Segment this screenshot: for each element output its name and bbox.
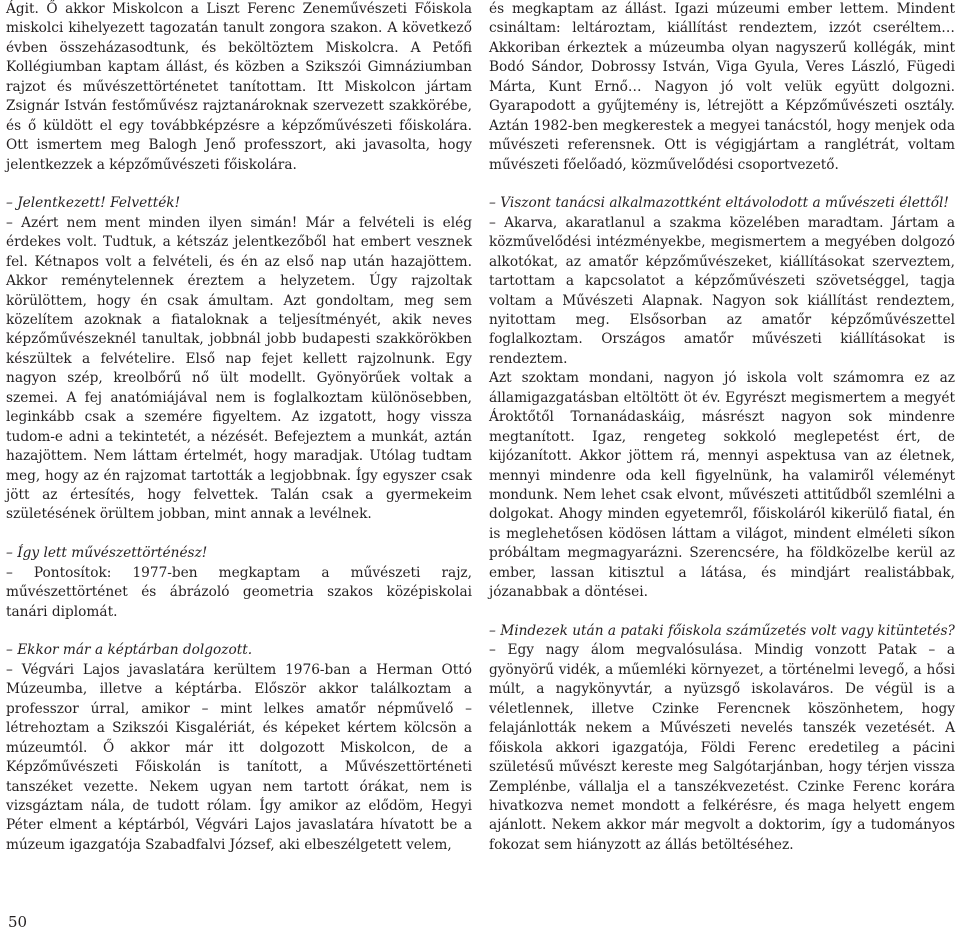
- body-paragraph: Azt szoktam mondani, nagyon jó iskola volt számomra ez az államigazgatásban eltöltött öt év. Egyrészt megismertem a megyét Ároktőtől Tornanádaskáig, másrészt nagyon sok mindenre megtanított. Igaz, rengeteg sokkoló meglepetést ért, de kijózanított. Akkor jöttem rá, mennyi aspektusa van az életnek, mennyi mindenre oda kell figyelnünk, ha valamiről véleményt mondunk. Nem lehet csak elvont, művészeti attitűdből szemlélni a dolgokat. Ahogy minden egyetemről, főiskoláról kikerülő fiatal, én is meglehetősen ködösen láttam a világot, mindent elméleti síkon próbáltam megmagyarázni. Szerencsére, ha földközelbe kerül az ember, lassan kitisztul a látása, és mindjárt realistábbak, józanabbak a döntései.: [489, 370, 955, 601]
- interview-question: – Viszont tanácsi alkalmazottként eltávolodott a művészeti élettől!: [489, 195, 949, 212]
- answer-paragraph: – Akarva, akaratlanul a szakma közelében maradtam. Jártam a közművelődési intézményekbe, megismertem a megyében dolgozó alkotókat, az amatőr képzőművészeket, kiállításokat szerveztem, tartottam a kapcsolatot a képzőművészeti szövetséggel, tagja voltam a Művészeti Alapnak. Nagyon sok kiállítást rendeztem, nyitottam meg. Elsősorban az amatőr képzőművészettel foglalkoztam. Országos amatőr művészeti kiállításokat is rendeztem.: [489, 214, 955, 367]
- answer-paragraph: – Pontosítok: 1977-ben megkaptam a művészeti rajz, művészettörténet és ábrázoló geometria szakos középiskolai tanári diplomát.: [6, 564, 472, 620]
- interview-question: – Mindezek után a pataki főiskola száműzetés volt vagy kitüntetés?: [489, 623, 955, 639]
- left-column: [6, 0, 472, 855]
- interview-question: – Jelentkezett! Felvették!: [6, 195, 181, 212]
- body-paragraph: és megkaptam az állást. Igazi múzeumi ember lettem. Mindent csináltam: leltároztam, kiállítást rendeztem, izzót cseréltem… Akkoriban érkeztek a múzeumba olyan nagyszerű kollégák, mint Bodó Sándor, Dobrossy István, Viga Gyula, Veres László, Fügedi Márta, Kunt Ernő… Nagyon jó volt velük együtt dolgozni. Gyarapodott a gyűjtemény is, létrejött a Képzőművészeti osztály. Aztán 1982-ben megkerestek a megyei tanácstól, hogy menjek oda művészeti referensnek. Ott is végigjártam a ranglétrát, voltam művészeti főelőadó, közművelődési csoportvezető.: [489, 1, 955, 173]
- page-number: 50: [8, 913, 28, 931]
- right-column: [489, 0, 955, 855]
- body-paragraph: Ágit. Ő akkor Miskolcon a Liszt Ferenc Zeneművészeti Főiskola miskolci kihelyezett tagozatán tanult zongora szakon. A következő évben összeházasodtunk, és beköltöztem Miskolcra. A Petőfi Kollégiumban kaptam állást, és közben a Szikszói Gimnáziumban rajzot és művészettörténetet tanítottam. Itt Miskolcon jártam Zsignár István festőművész rajztanároknak szervezett szakkörébe, és ő küldött el egy továbbképzésre a képzőművészeti főiskolára. Ott ismertem meg Balogh Jenő professzort, aki javasolta, hogy jelentkezzek a képzőművészeti főiskolára.: [6, 1, 472, 173]
- interview-question: – Így lett művészettörténész!: [6, 545, 208, 562]
- interview-question: – Ekkor már a képtárban dolgozott.: [6, 642, 253, 659]
- answer-paragraph: – Egy nagy álom megvalósulása. Mindig vonzott Patak – a gyönyörű vidék, a műemléki környezet, a történelmi levegő, a hősi múlt, a nagykönyvtár, a nyüzsgő iskolaváros. De végül is a véletlennek, illetve Czinke Ferencnek köszönhetem, hogy felajánlották nekem a Művészeti nevelés tanszék vezetését. A főiskola akkori igazgatója, Földi Ferenc eredetileg a pácini születésű művészt kereste meg Salgótarjánban, hogy térjen vissza Zemplénbe, vállalja el a tanszékvezetést. Czinke Ferenc korára hivatkozva nemet mondott a felkérésre, és maga helyett engem ajánlott. Nekem akkor már megvolt a doktorim, így a tudományos fokozat sem hiányzott az állás betöltéséhez.: [489, 642, 955, 853]
- answer-paragraph: – Végvári Lajos javaslatára kerültem 1976-ban a Herman Ottó Múzeumba, illetve a képtárba. Először akkor találkoztam a professzor úrral, amikor – mint lelkes amatőr népművelő – létrehoztam a Szikszói Kisgalériát, és képeket kértem kölcsön a múzeumtól. Ő akkor már itt dolgozott Miskolcon, de a Képzőművészeti Főiskolán is tanított, a Művészettörténeti tanszéket vezette. Nekem ugyan nem tartott órákat, nem is vizsgáztam nála, de tudott rólam. Így amikor az elődöm, Hegyi Péter elment a képtárból, Végvári Lajos javaslatára hívatott be a múzeum igazgatója Szabadfalvi József, aki elbeszélgetett velem,: [6, 661, 472, 853]
- answer-paragraph: – Azért nem ment minden ilyen simán! Már a felvételi is elég érdekes volt. Tudtuk, a kétszáz jelentkezőből hat embert vesznek fel. Kétnapos volt a felvételi, és én az első nap után hazajöttem. Akkor reménytelennek éreztem a helyzetem. Úgy rajzoltak körülöttem, hogy én csak ámultam. Azt gondoltam, meg sem közelítem azoknak a fiataloknak a teljesítményét, akik neves képzőművészeknél tanultak, jobbnál jobb budapesti szakkörökben készültek a felvételire. Első nap fejet kellett rajzolnunk. Egy nagyon szép, kreolbőrű nő ült modellt. Gyönyörűek voltak a szemei. A fej anatómiájával nem is foglalkoztam különösebben, leginkább csak a szemére figyeltem. Az izgatott, hogy vissza tudom-e adni a tekintetét, a nézését. Befejeztem a munkát, aztán hazajöttem. Nem láttam értelmét, hogy maradjak. Utólag tudtam meg, hogy az én rajzomat tartották a legjobbnak. Így egyszer csak jött az értesítés, hogy felvettek. Talán csak a gyermekeim születésének örültem jobban, mint annak a levélnek.: [6, 214, 472, 523]
